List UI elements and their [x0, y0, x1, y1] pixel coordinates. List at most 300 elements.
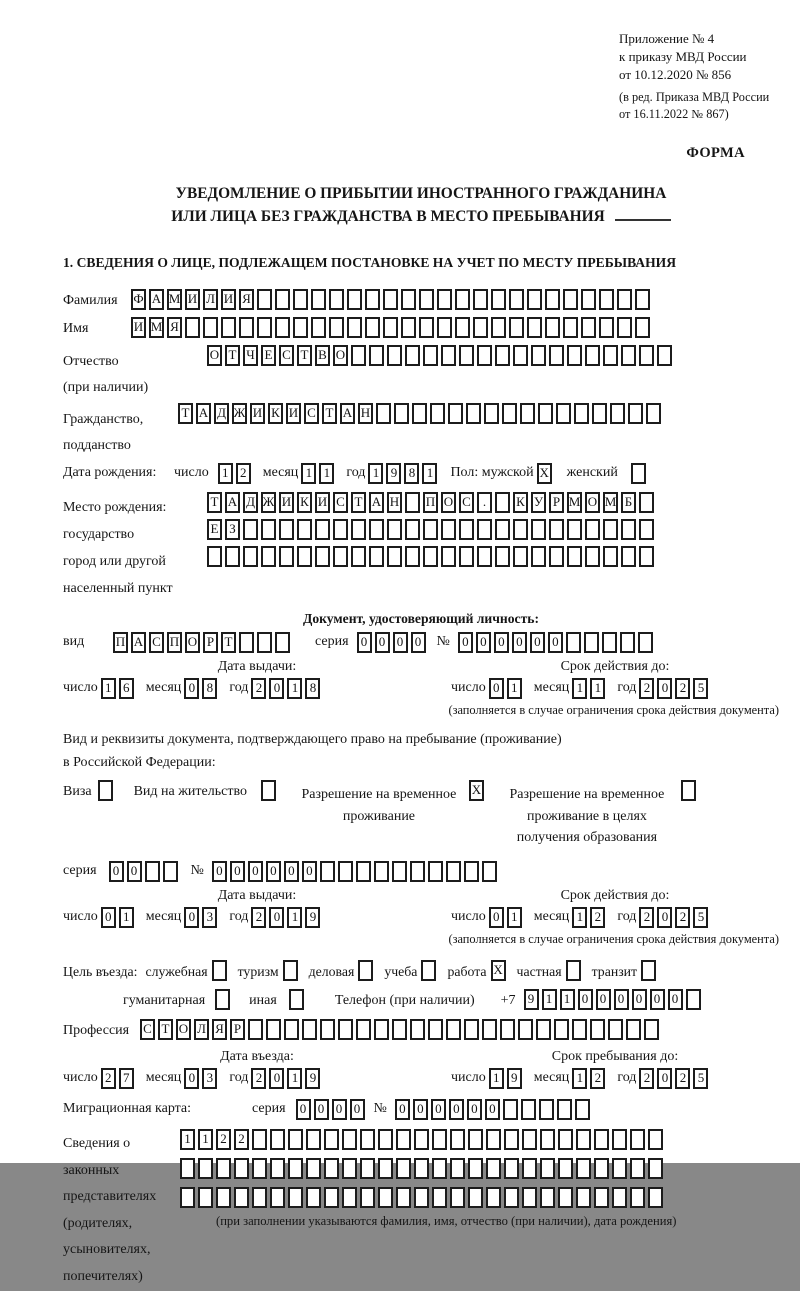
char-cell[interactable] [270, 1158, 285, 1179]
char-cell[interactable] [423, 546, 438, 567]
migration-series-cells[interactable] [296, 1099, 368, 1120]
profession-cells[interactable] [140, 1019, 662, 1040]
char-cell[interactable] [639, 345, 654, 366]
char-cell[interactable]: З [225, 519, 240, 540]
char-cell[interactable] [315, 519, 330, 540]
char-cell[interactable]: 0 [375, 632, 390, 653]
char-cell[interactable] [686, 989, 701, 1010]
char-cell[interactable] [513, 546, 528, 567]
char-cell[interactable] [513, 519, 528, 540]
char-cell[interactable]: Я [239, 289, 254, 310]
purpose-private-checkbox[interactable] [566, 960, 584, 981]
char-cell[interactable] [320, 861, 335, 882]
char-cell[interactable] [401, 289, 416, 310]
char-cell[interactable] [540, 1158, 555, 1179]
char-cell[interactable] [275, 317, 290, 338]
char-cell[interactable] [374, 861, 389, 882]
char-cell[interactable]: Л [194, 1019, 209, 1040]
res-issue-year-cells[interactable] [251, 907, 323, 928]
char-cell[interactable]: 0 [184, 907, 199, 928]
char-cell[interactable] [639, 519, 654, 540]
char-cell[interactable] [333, 519, 348, 540]
char-cell[interactable] [216, 1158, 231, 1179]
char-cell[interactable]: 0 [614, 989, 629, 1010]
char-cell[interactable]: И [279, 492, 294, 513]
char-cell[interactable] [405, 492, 420, 513]
char-cell[interactable]: . [477, 492, 492, 513]
char-cell[interactable] [387, 519, 402, 540]
char-cell[interactable] [320, 1019, 335, 1040]
purpose-tourism-checkbox[interactable] [283, 960, 301, 981]
char-cell[interactable] [639, 492, 654, 513]
char-cell[interactable] [311, 289, 326, 310]
char-cell[interactable]: 9 [305, 1068, 320, 1089]
char-cell[interactable]: 2 [236, 463, 251, 484]
char-cell[interactable]: 0 [458, 632, 473, 653]
char-cell[interactable] [522, 1129, 537, 1150]
char-cell[interactable]: 0 [467, 1099, 482, 1120]
char-cell[interactable] [360, 1158, 375, 1179]
char-cell[interactable] [630, 1129, 645, 1150]
stay-day-cells[interactable] [489, 1068, 525, 1089]
char-cell[interactable]: П [113, 632, 128, 653]
char-cell[interactable] [392, 1019, 407, 1040]
char-cell[interactable] [592, 403, 607, 424]
migration-number-cells[interactable] [395, 1099, 593, 1120]
char-cell[interactable] [347, 289, 362, 310]
char-cell[interactable]: К [297, 492, 312, 513]
char-cell[interactable] [638, 632, 653, 653]
char-cell[interactable]: Ж [261, 492, 276, 513]
char-cell[interactable] [430, 403, 445, 424]
char-cell[interactable] [603, 345, 618, 366]
char-cell[interactable] [603, 519, 618, 540]
char-cell[interactable]: 0 [413, 1099, 428, 1120]
char-cell[interactable] [293, 289, 308, 310]
char-cell[interactable] [602, 632, 617, 653]
char-cell[interactable]: 1 [489, 1068, 504, 1089]
representatives-cells-1[interactable] [180, 1129, 676, 1150]
issue-day-cells[interactable] [101, 678, 137, 699]
char-cell[interactable] [342, 1129, 357, 1150]
char-cell[interactable] [491, 289, 506, 310]
char-cell[interactable] [567, 546, 582, 567]
char-cell[interactable] [428, 861, 443, 882]
char-cell[interactable] [567, 519, 582, 540]
char-cell[interactable]: С [304, 403, 319, 424]
char-cell[interactable]: А [149, 289, 164, 310]
res-valid-month-cells[interactable] [572, 907, 608, 928]
char-cell[interactable] [575, 1099, 590, 1120]
gender-female-checkbox[interactable] [631, 463, 649, 484]
char-cell[interactable]: X [537, 463, 552, 484]
char-cell[interactable] [646, 403, 661, 424]
char-cell[interactable] [594, 1129, 609, 1150]
valid-year-cells[interactable] [639, 678, 711, 699]
purpose-work-checkbox[interactable] [491, 960, 509, 981]
char-cell[interactable]: Д [243, 492, 258, 513]
char-cell[interactable] [628, 403, 643, 424]
res-issue-month-cells[interactable] [184, 907, 220, 928]
char-cell[interactable]: В [315, 345, 330, 366]
char-cell[interactable] [556, 403, 571, 424]
char-cell[interactable] [531, 345, 546, 366]
char-cell[interactable] [513, 345, 528, 366]
char-cell[interactable] [527, 289, 542, 310]
char-cell[interactable] [584, 632, 599, 653]
char-cell[interactable] [410, 1019, 425, 1040]
char-cell[interactable]: X [491, 960, 506, 981]
char-cell[interactable] [288, 1129, 303, 1150]
char-cell[interactable]: 1 [590, 678, 605, 699]
char-cell[interactable] [421, 960, 436, 981]
char-cell[interactable] [450, 1158, 465, 1179]
patronymic-cells[interactable] [207, 345, 675, 366]
char-cell[interactable] [558, 1187, 573, 1208]
char-cell[interactable] [455, 317, 470, 338]
char-cell[interactable] [396, 1158, 411, 1179]
char-cell[interactable]: 0 [395, 1099, 410, 1120]
char-cell[interactable] [477, 519, 492, 540]
char-cell[interactable]: 5 [693, 1068, 708, 1089]
res-valid-year-cells[interactable] [639, 907, 711, 928]
char-cell[interactable] [342, 1158, 357, 1179]
char-cell[interactable] [252, 1158, 267, 1179]
char-cell[interactable] [419, 317, 434, 338]
char-cell[interactable] [545, 317, 560, 338]
char-cell[interactable] [351, 519, 366, 540]
char-cell[interactable]: К [268, 403, 283, 424]
char-cell[interactable] [297, 519, 312, 540]
char-cell[interactable] [270, 1129, 285, 1150]
char-cell[interactable] [405, 519, 420, 540]
char-cell[interactable]: 0 [449, 1099, 464, 1120]
char-cell[interactable] [288, 1187, 303, 1208]
char-cell[interactable] [557, 1099, 572, 1120]
valid-day-cells[interactable] [489, 678, 525, 699]
char-cell[interactable] [221, 317, 236, 338]
char-cell[interactable]: 0 [296, 1099, 311, 1120]
char-cell[interactable]: 2 [639, 907, 654, 928]
char-cell[interactable]: Е [261, 345, 276, 366]
char-cell[interactable]: 2 [675, 907, 690, 928]
char-cell[interactable]: 2 [216, 1129, 231, 1150]
char-cell[interactable] [248, 1019, 263, 1040]
entry-year-cells[interactable] [251, 1068, 323, 1089]
char-cell[interactable] [446, 861, 461, 882]
char-cell[interactable] [503, 1099, 518, 1120]
char-cell[interactable]: 0 [596, 989, 611, 1010]
char-cell[interactable] [466, 403, 481, 424]
char-cell[interactable]: 3 [202, 1068, 217, 1089]
char-cell[interactable] [635, 289, 650, 310]
char-cell[interactable] [306, 1187, 321, 1208]
char-cell[interactable] [441, 519, 456, 540]
char-cell[interactable]: 0 [489, 907, 504, 928]
char-cell[interactable] [288, 1158, 303, 1179]
char-cell[interactable] [376, 403, 391, 424]
char-cell[interactable] [459, 519, 474, 540]
char-cell[interactable]: М [149, 317, 164, 338]
char-cell[interactable]: 1 [572, 678, 587, 699]
char-cell[interactable] [450, 1187, 465, 1208]
char-cell[interactable]: Т [225, 345, 240, 366]
char-cell[interactable]: 2 [639, 1068, 654, 1089]
surname-cells[interactable] [131, 289, 653, 310]
char-cell[interactable]: И [250, 403, 265, 424]
char-cell[interactable] [441, 546, 456, 567]
char-cell[interactable] [216, 1187, 231, 1208]
char-cell[interactable]: 1 [287, 907, 302, 928]
char-cell[interactable] [396, 1187, 411, 1208]
char-cell[interactable] [279, 546, 294, 567]
char-cell[interactable] [576, 1187, 591, 1208]
char-cell[interactable]: А [225, 492, 240, 513]
char-cell[interactable]: 0 [393, 632, 408, 653]
char-cell[interactable] [630, 1187, 645, 1208]
char-cell[interactable] [504, 1158, 519, 1179]
char-cell[interactable] [459, 345, 474, 366]
purpose-business-checkbox[interactable] [358, 960, 376, 981]
char-cell[interactable]: 5 [693, 907, 708, 928]
char-cell[interactable] [261, 780, 276, 801]
char-cell[interactable]: 0 [489, 678, 504, 699]
purpose-transit-checkbox[interactable] [641, 960, 659, 981]
char-cell[interactable] [464, 1019, 479, 1040]
char-cell[interactable]: Д [214, 403, 229, 424]
char-cell[interactable] [347, 317, 362, 338]
char-cell[interactable] [491, 317, 506, 338]
char-cell[interactable] [522, 1158, 537, 1179]
char-cell[interactable] [432, 1129, 447, 1150]
char-cell[interactable] [540, 1187, 555, 1208]
char-cell[interactable] [215, 989, 230, 1010]
char-cell[interactable] [203, 317, 218, 338]
char-cell[interactable] [608, 1019, 623, 1040]
char-cell[interactable] [495, 345, 510, 366]
char-cell[interactable] [509, 289, 524, 310]
char-cell[interactable]: 1 [319, 463, 334, 484]
entry-month-cells[interactable] [184, 1068, 220, 1089]
char-cell[interactable] [414, 1187, 429, 1208]
char-cell[interactable]: Р [549, 492, 564, 513]
char-cell[interactable]: М [167, 289, 182, 310]
char-cell[interactable]: О [333, 345, 348, 366]
char-cell[interactable]: О [585, 492, 600, 513]
char-cell[interactable]: 2 [101, 1068, 116, 1089]
char-cell[interactable] [270, 1187, 285, 1208]
char-cell[interactable] [257, 632, 272, 653]
char-cell[interactable]: П [423, 492, 438, 513]
char-cell[interactable]: 1 [301, 463, 316, 484]
char-cell[interactable] [450, 1129, 465, 1150]
char-cell[interactable] [243, 546, 258, 567]
char-cell[interactable]: 2 [251, 678, 266, 699]
char-cell[interactable]: 1 [198, 1129, 213, 1150]
char-cell[interactable] [617, 317, 632, 338]
char-cell[interactable] [585, 345, 600, 366]
res-valid-day-cells[interactable] [489, 907, 525, 928]
char-cell[interactable]: 0 [485, 1099, 500, 1120]
char-cell[interactable] [621, 345, 636, 366]
char-cell[interactable] [482, 1019, 497, 1040]
char-cell[interactable] [549, 519, 564, 540]
char-cell[interactable] [261, 519, 276, 540]
char-cell[interactable] [356, 861, 371, 882]
char-cell[interactable]: И [315, 492, 330, 513]
temp-residence-checkbox[interactable] [469, 780, 487, 801]
char-cell[interactable] [657, 345, 672, 366]
char-cell[interactable] [594, 1187, 609, 1208]
char-cell[interactable]: 1 [507, 678, 522, 699]
stay-year-cells[interactable] [639, 1068, 711, 1089]
char-cell[interactable]: 9 [305, 907, 320, 928]
birth-place-cells-2[interactable] [207, 519, 657, 540]
char-cell[interactable] [495, 546, 510, 567]
char-cell[interactable]: 0 [248, 861, 263, 882]
char-cell[interactable] [212, 960, 227, 981]
char-cell[interactable] [378, 1158, 393, 1179]
char-cell[interactable] [590, 1019, 605, 1040]
temp-residence-education-checkbox[interactable] [681, 780, 699, 801]
char-cell[interactable] [648, 1187, 663, 1208]
char-cell[interactable] [365, 289, 380, 310]
char-cell[interactable] [509, 317, 524, 338]
char-cell[interactable] [198, 1158, 213, 1179]
char-cell[interactable]: 0 [184, 678, 199, 699]
char-cell[interactable] [333, 546, 348, 567]
char-cell[interactable] [540, 1129, 555, 1150]
char-cell[interactable] [477, 546, 492, 567]
char-cell[interactable]: 7 [119, 1068, 134, 1089]
char-cell[interactable] [473, 317, 488, 338]
char-cell[interactable]: 1 [572, 1068, 587, 1089]
char-cell[interactable] [504, 1129, 519, 1150]
char-cell[interactable] [473, 289, 488, 310]
char-cell[interactable] [538, 403, 553, 424]
char-cell[interactable] [639, 546, 654, 567]
char-cell[interactable] [446, 1019, 461, 1040]
char-cell[interactable]: П [167, 632, 182, 653]
char-cell[interactable]: Т [158, 1019, 173, 1040]
char-cell[interactable]: 0 [512, 632, 527, 653]
char-cell[interactable] [180, 1158, 195, 1179]
char-cell[interactable] [275, 289, 290, 310]
char-cell[interactable] [536, 1019, 551, 1040]
char-cell[interactable] [437, 317, 452, 338]
char-cell[interactable]: Я [212, 1019, 227, 1040]
char-cell[interactable] [342, 1187, 357, 1208]
char-cell[interactable] [234, 1187, 249, 1208]
char-cell[interactable] [644, 1019, 659, 1040]
char-cell[interactable] [527, 317, 542, 338]
char-cell[interactable]: М [567, 492, 582, 513]
char-cell[interactable] [329, 289, 344, 310]
visa-checkbox[interactable] [98, 780, 116, 801]
char-cell[interactable]: 2 [251, 907, 266, 928]
char-cell[interactable]: Р [203, 632, 218, 653]
char-cell[interactable]: 0 [632, 989, 647, 1010]
char-cell[interactable]: И [286, 403, 301, 424]
char-cell[interactable]: 0 [431, 1099, 446, 1120]
char-cell[interactable]: О [176, 1019, 191, 1040]
char-cell[interactable] [261, 546, 276, 567]
char-cell[interactable]: Б [621, 492, 636, 513]
char-cell[interactable] [486, 1187, 501, 1208]
purpose-study-checkbox[interactable] [421, 960, 439, 981]
char-cell[interactable] [621, 546, 636, 567]
char-cell[interactable] [603, 546, 618, 567]
purpose-other-checkbox[interactable] [289, 989, 307, 1010]
char-cell[interactable] [612, 1129, 627, 1150]
char-cell[interactable] [180, 1187, 195, 1208]
residence-series-cells[interactable] [109, 861, 181, 882]
char-cell[interactable] [360, 1187, 375, 1208]
char-cell[interactable] [145, 861, 160, 882]
char-cell[interactable] [163, 861, 178, 882]
birth-day-cells[interactable] [218, 463, 254, 484]
stay-month-cells[interactable] [572, 1068, 608, 1089]
entry-day-cells[interactable] [101, 1068, 137, 1089]
residence-number-cells[interactable] [212, 861, 500, 882]
char-cell[interactable] [563, 289, 578, 310]
char-cell[interactable] [594, 1158, 609, 1179]
char-cell[interactable] [468, 1129, 483, 1150]
char-cell[interactable] [495, 492, 510, 513]
doc-series-cells[interactable] [357, 632, 429, 653]
char-cell[interactable] [641, 960, 656, 981]
char-cell[interactable] [581, 317, 596, 338]
char-cell[interactable]: Л [203, 289, 218, 310]
char-cell[interactable]: Т [322, 403, 337, 424]
char-cell[interactable] [558, 1158, 573, 1179]
char-cell[interactable] [455, 289, 470, 310]
char-cell[interactable]: 9 [524, 989, 539, 1010]
char-cell[interactable] [635, 317, 650, 338]
char-cell[interactable]: Т [221, 632, 236, 653]
char-cell[interactable] [558, 1129, 573, 1150]
char-cell[interactable] [351, 345, 366, 366]
char-cell[interactable] [567, 345, 582, 366]
char-cell[interactable] [365, 317, 380, 338]
char-cell[interactable] [369, 345, 384, 366]
char-cell[interactable] [378, 1129, 393, 1150]
char-cell[interactable]: 0 [284, 861, 299, 882]
char-cell[interactable] [585, 519, 600, 540]
char-cell[interactable]: 8 [305, 678, 320, 699]
char-cell[interactable]: 0 [266, 861, 281, 882]
char-cell[interactable] [324, 1158, 339, 1179]
char-cell[interactable] [599, 317, 614, 338]
char-cell[interactable]: X [469, 780, 484, 801]
char-cell[interactable] [289, 989, 304, 1010]
char-cell[interactable]: Ф [131, 289, 146, 310]
char-cell[interactable] [383, 317, 398, 338]
char-cell[interactable] [279, 519, 294, 540]
char-cell[interactable]: О [207, 345, 222, 366]
char-cell[interactable] [243, 519, 258, 540]
char-cell[interactable] [681, 780, 696, 801]
char-cell[interactable] [549, 546, 564, 567]
char-cell[interactable] [293, 317, 308, 338]
res-issue-day-cells[interactable] [101, 907, 137, 928]
char-cell[interactable]: М [603, 492, 618, 513]
char-cell[interactable]: 0 [184, 1068, 199, 1089]
birth-month-cells[interactable] [301, 463, 337, 484]
char-cell[interactable] [576, 1129, 591, 1150]
char-cell[interactable] [257, 317, 272, 338]
char-cell[interactable] [383, 289, 398, 310]
